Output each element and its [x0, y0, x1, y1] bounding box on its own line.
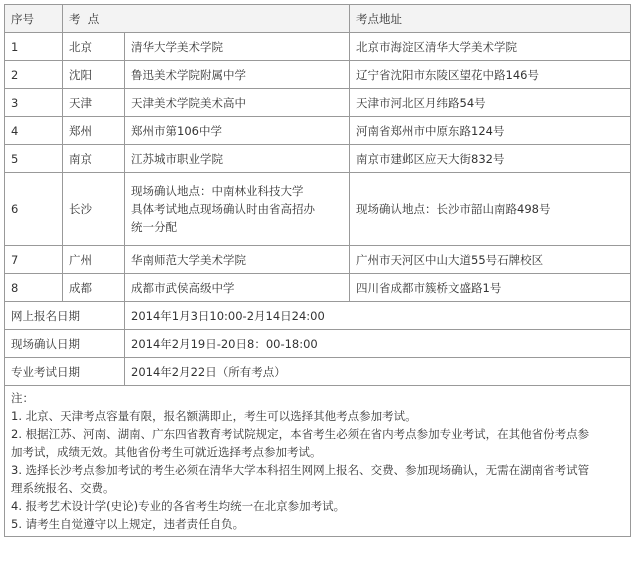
row-school: 天津美术学院美术高中 — [125, 89, 350, 117]
row-address: 广州市天河区中山大道55号石牌校区 — [350, 246, 631, 274]
date-row — [5, 302, 631, 330]
row-city: 北京 — [63, 33, 125, 61]
header-seq: 序号 — [5, 5, 63, 33]
row-city: 南京 — [63, 145, 125, 173]
note-line: 加考试，成绩无效。其他省份考生可就近选择考点参加考试。 — [11, 445, 322, 459]
row-seq: 5 — [5, 145, 63, 173]
row-school: 清华大学美术学院 — [125, 33, 350, 61]
table-row — [5, 246, 631, 274]
row-school: 江苏城市职业学院 — [125, 145, 350, 173]
row-address: 南京市建邺区应天大街832号 — [350, 145, 631, 173]
exam-sites-table — [4, 4, 631, 537]
row-school — [125, 173, 350, 246]
row-city: 广州 — [63, 246, 125, 274]
table-row — [5, 61, 631, 89]
row-seq: 2 — [5, 61, 63, 89]
row-city: 沈阳 — [63, 61, 125, 89]
row-school: 郑州市第106中学 — [125, 117, 350, 145]
row-school: 鲁迅美术学院附属中学 — [125, 61, 350, 89]
row-seq: 1 — [5, 33, 63, 61]
row-seq: 4 — [5, 117, 63, 145]
row-city: 成都 — [63, 274, 125, 302]
row-seq: 7 — [5, 246, 63, 274]
date-row — [5, 330, 631, 358]
row-address: 辽宁省沈阳市东陵区望花中路146号 — [350, 61, 631, 89]
table-row — [5, 173, 631, 246]
header-site: 考 点 — [63, 5, 350, 33]
note-line: 5. 请考生自觉遵守以上规定，违者责任自负。 — [11, 517, 245, 531]
row-school: 华南师范大学美术学院 — [125, 246, 350, 274]
row-address: 天津市河北区月纬路54号 — [350, 89, 631, 117]
row-city: 天津 — [63, 89, 125, 117]
row-address: 河南省郑州市中原东路124号 — [350, 117, 631, 145]
table-row — [5, 33, 631, 61]
school-line: 具体考试地点现场确认时由省高招办 — [131, 202, 315, 216]
row-address: 现场确认地点：长沙市韶山南路498号 — [350, 173, 631, 246]
date-value: 2014年2月19日-20日8：00-18:00 — [125, 330, 631, 358]
row-seq: 8 — [5, 274, 63, 302]
table-row — [5, 274, 631, 302]
row-address: 北京市海淀区清华大学美术学院 — [350, 33, 631, 61]
header-address: 考点地址 — [350, 5, 631, 33]
notes-title: 注： — [11, 391, 34, 405]
notes-row — [5, 386, 631, 537]
row-city: 郑州 — [63, 117, 125, 145]
school-line: 现场确认地点：中南林业科技大学 — [131, 184, 304, 198]
notes-cell — [5, 386, 631, 537]
table-row — [5, 117, 631, 145]
date-label: 现场确认日期 — [5, 330, 125, 358]
row-seq: 6 — [5, 173, 63, 246]
note-line: 2. 根据江苏、河南、湖南、广东四省教育考试院规定，本省考生必须在省内考点参加专业考试，在其他省份考点参 — [11, 427, 590, 441]
date-value: 2014年1月3日10:00-2月14日24:00 — [125, 302, 631, 330]
row-city: 长沙 — [63, 173, 125, 246]
row-school: 成都市武侯高级中学 — [125, 274, 350, 302]
date-label: 网上报名日期 — [5, 302, 125, 330]
note-line: 4. 报考艺术设计学(史论)专业的各省考生均统一在北京参加考试。 — [11, 499, 346, 513]
date-value: 2014年2月22日（所有考点） — [125, 358, 631, 386]
date-label: 专业考试日期 — [5, 358, 125, 386]
note-line: 理系统报名、交费。 — [11, 481, 115, 495]
row-address: 四川省成都市簇桥文盛路1号 — [350, 274, 631, 302]
note-line: 3. 选择长沙考点参加考试的考生必须在清华大学本科招生网网上报名、交费、参加现场确认，无需在湖南省考试管 — [11, 463, 590, 477]
table-row — [5, 145, 631, 173]
table-row — [5, 89, 631, 117]
note-line: 1. 北京、天津考点容量有限，报名额满即止，考生可以选择其他考点参加考试。 — [11, 409, 417, 423]
school-line: 统一分配 — [131, 220, 177, 234]
date-row — [5, 358, 631, 386]
table-header-row — [5, 5, 631, 33]
row-seq: 3 — [5, 89, 63, 117]
